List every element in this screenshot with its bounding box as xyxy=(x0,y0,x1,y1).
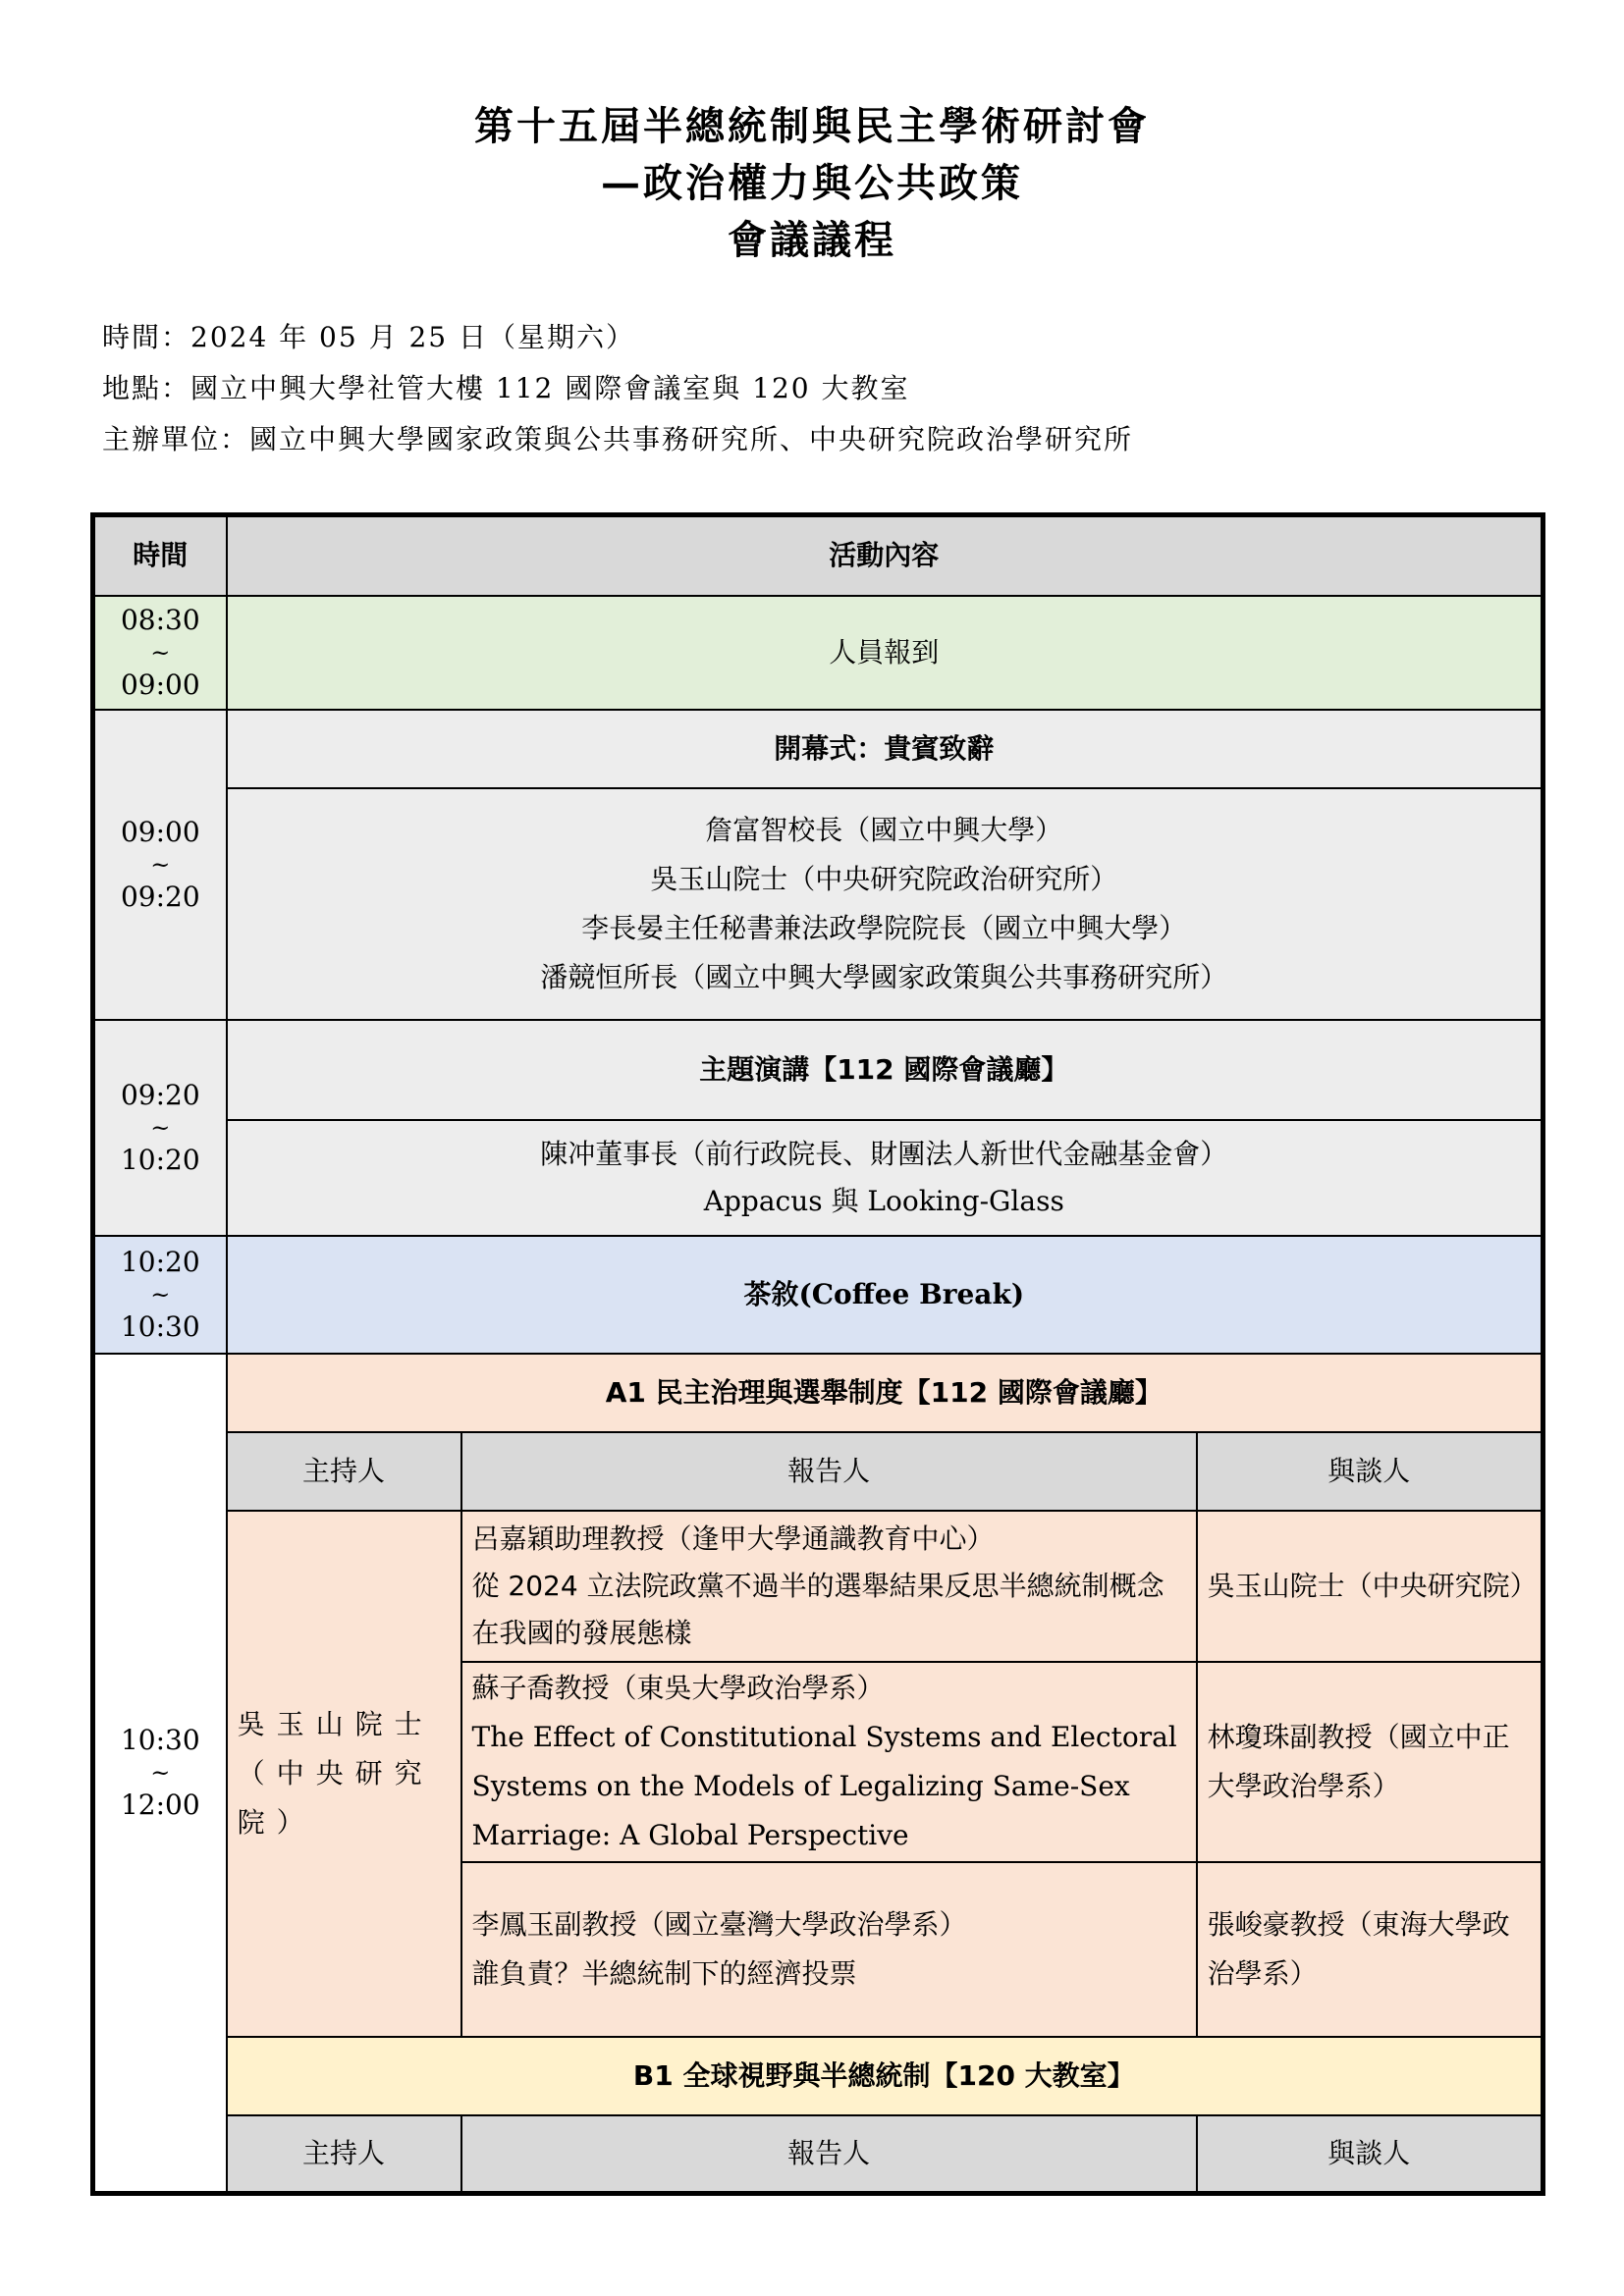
keynote-detail-row xyxy=(93,1120,1543,1236)
opening-speaker: 潘競恒所長（國立中興大學國家政策與公共事務研究所） xyxy=(540,960,1228,993)
conference-title: 第十五屆半總統制與民主學術研討會 xyxy=(474,103,1150,149)
break-time: 10:20 ~ 10:30 xyxy=(93,1236,227,1354)
paper-title: 誰負責？半總統制下的經濟投票 xyxy=(471,1956,857,1990)
opening-speaker: 詹富智校長（國立中興大學） xyxy=(705,813,1063,846)
b1-column-header-row xyxy=(93,2115,1543,2194)
a1-col-presenter: 報告人 xyxy=(461,1432,1197,1511)
b1-col-chair: 主持人 xyxy=(227,2115,461,2194)
registration-label: 人員報到 xyxy=(227,596,1543,710)
paper-title: The Effect of Constitutional Systems and Electoral Systems on the Models of Legalizing Same-Sex Marriage: A Global Perspective xyxy=(471,1720,1177,1851)
b1-col-discussant: 與談人 xyxy=(1197,2115,1543,2194)
a1-col-chair: 主持人 xyxy=(227,1432,461,1511)
registration-row xyxy=(93,596,1543,710)
header-time: 時間 xyxy=(93,515,227,596)
opening-speakers-row xyxy=(93,788,1543,1020)
presenter: 李鳳玉副教授（國立臺灣大學政治學系） xyxy=(471,1907,967,1941)
a1-discussant-2: 林瓊珠副教授（國立中正大學政治學系） xyxy=(1197,1662,1543,1862)
document-title-block xyxy=(0,98,1624,269)
b1-session-title: B1 全球視野與半總統制【120 大教室】 xyxy=(227,2037,1543,2115)
keynote-detail xyxy=(227,1120,1543,1236)
paper-title: 從 2024 立法院政黨不過半的選舉結果反思半總統制概念在我國的發展態樣 xyxy=(471,1569,1164,1649)
a1-col-discussant: 與談人 xyxy=(1197,1432,1543,1511)
a1-paper-1 xyxy=(461,1511,1197,1662)
opening-speakers xyxy=(227,788,1543,1020)
registration-time: 08:30 ~ 09:00 xyxy=(93,596,227,710)
a1-discussant-1: 吳玉山院士（中央研究院） xyxy=(1197,1511,1543,1662)
agenda-heading: 會議議程 xyxy=(728,217,896,263)
presenter: 呂嘉穎助理教授（逢甲大學通識教育中心） xyxy=(471,1522,995,1555)
a1-paper-3 xyxy=(461,1862,1197,2037)
a1-title-row xyxy=(93,1354,1543,1432)
conference-subtitle: —政治權力與公共政策 xyxy=(601,160,1023,206)
meta-venue: 地點：國立中興大學社管大樓 112 國際會議室與 120 大教室 xyxy=(102,372,910,404)
break-row xyxy=(93,1236,1543,1354)
b1-title-row xyxy=(93,2037,1543,2115)
meta-time: 時間：2024 年 05 月 25 日（星期六） xyxy=(102,321,636,353)
keynote-speaker: 陳冲董事長（前行政院長、財團法人新世代金融基金會） xyxy=(540,1137,1228,1170)
table-header-row xyxy=(93,515,1543,596)
meta-info xyxy=(102,312,1133,465)
opening-speaker: 吳玉山院士（中央研究院政治研究所） xyxy=(650,862,1118,895)
b1-col-presenter: 報告人 xyxy=(461,2115,1197,2194)
a1-discussant-3: 張峻豪教授（東海大學政治學系） xyxy=(1197,1862,1543,2037)
keynote-title-row xyxy=(93,1020,1543,1120)
opening-title-row xyxy=(93,710,1543,788)
a1-session-title: A1 民主治理與選舉制度【112 國際會議廳】 xyxy=(227,1354,1543,1432)
session-time: 10:30 ~ 12:00 xyxy=(93,1354,227,2194)
a1-paper-row xyxy=(93,1511,1543,1662)
a1-paper-2 xyxy=(461,1662,1197,1862)
a1-chair: 吳玉山院士（中央研究院） xyxy=(227,1511,461,2037)
keynote-topic: Appacus 與 Looking-Glass xyxy=(703,1184,1064,1217)
a1-column-header-row xyxy=(93,1432,1543,1511)
opening-time: 09:00 ~ 09:20 xyxy=(93,710,227,1020)
header-content: 活動內容 xyxy=(227,515,1543,596)
keynote-title: 主題演講【112 國際會議廳】 xyxy=(227,1020,1543,1120)
opening-speaker: 李長晏主任秘書兼法政學院院長（國立中興大學） xyxy=(581,911,1187,944)
meta-organizer: 主辦單位：國立中興大學國家政策與公共事務研究所、中央研究院政治學研究所 xyxy=(102,423,1134,455)
agenda-table xyxy=(90,512,1545,2196)
presenter: 蘇子喬教授（東吳大學政治學系） xyxy=(471,1671,885,1704)
opening-title: 開幕式：貴賓致辭 xyxy=(227,710,1543,788)
break-label: 茶敘(Coffee Break) xyxy=(227,1236,1543,1354)
keynote-time: 09:20 ~ 10:20 xyxy=(93,1020,227,1236)
